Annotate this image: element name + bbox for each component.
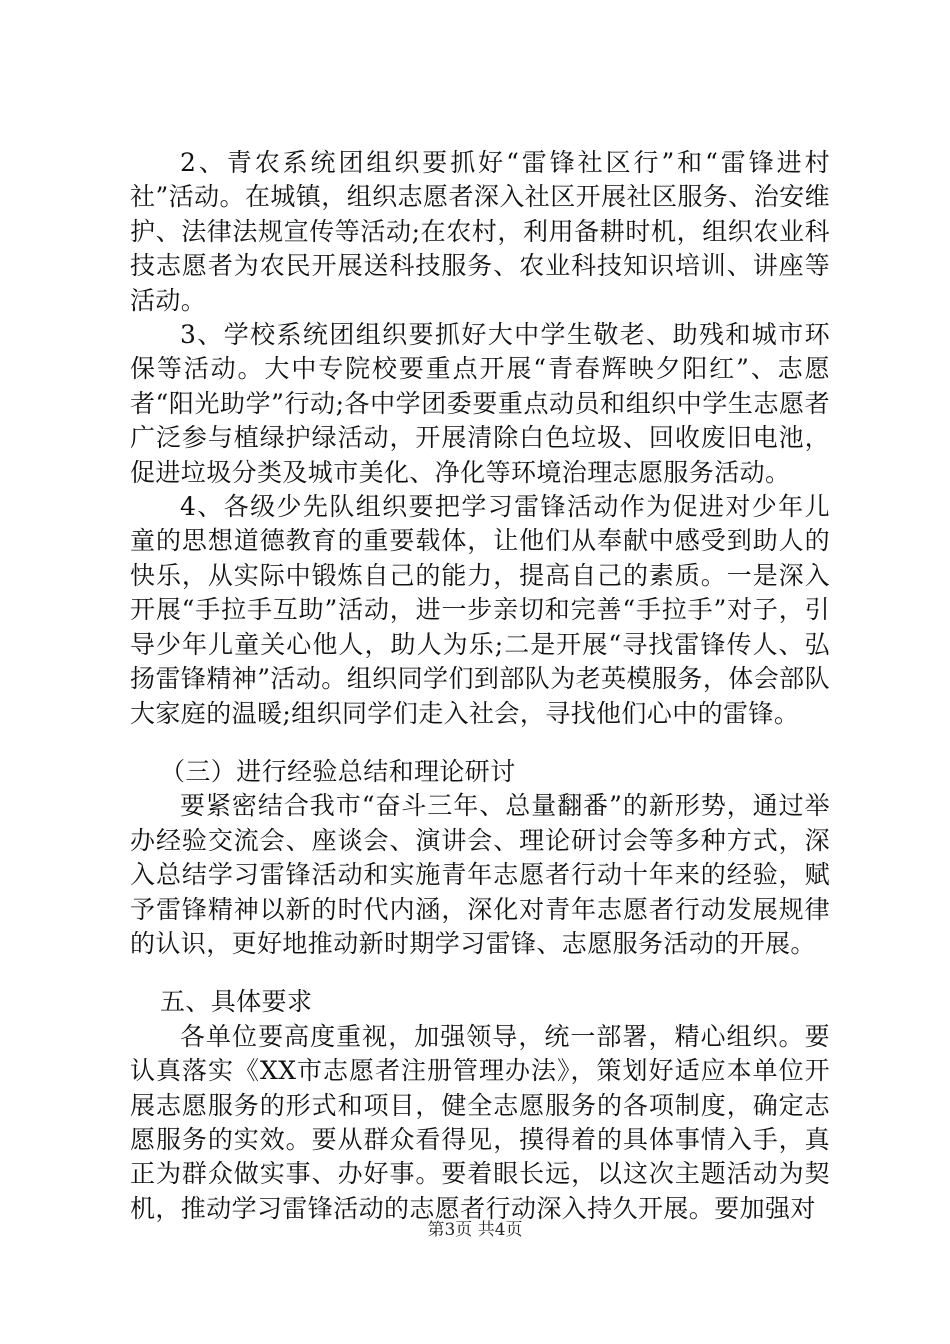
paragraph-item-3: 3、学校系统团组织要抓好大中学生敬老、助残和城市环保等活动。大中专院校要重点开展“青春辉映夕阳红”、志愿者“阳光助学”行动;各中学团委要重点动员和组织中学生志愿者广泛参与植绿护绿活动，开展清除白色垃圾、回收废旧电池，促进垃圾分类及城市美化、净化等环境治理志愿服务活动。 bbox=[130, 320, 830, 487]
section-three-body: 要紧密结合我市“奋斗三年、总量翻番”的新形势，通过举办经验交流会、座谈会、演讲会、理论研讨会等多种方式，深入总结学习雷锋活动和实施青年志愿者行动十年来的经验，赋予雷锋精神以新的时代内涵，深化对青年志愿者行动发展规律的认识，更好地推动新时期学习雷锋、志愿服务活动的开展。 bbox=[130, 791, 830, 958]
paragraph-item-2: 2、青农系统团组织要抓好“雷锋社区行”和“雷锋进村社”活动。在城镇，组织志愿者深入社区开展社区服务、治安维护、法律法规宣传等活动;在农村，利用备耕时机，组织农业科技志愿者为农民开展送科技服务、农业科技知识培训、讲座等活动。 bbox=[130, 148, 830, 315]
document-body bbox=[130, 146, 830, 1226]
paragraph-item-4: 4、各级少先队组织要把学习雷锋活动作为促进对少年儿童的思想道德教育的重要载体，让他们从奉献中感受到助人的快乐，从实际中锻炼自己的能力，提高自己的素质。一是深入开展“手拉手互助”活动，进一步亲切和完善“手拉手”对子，引导少年儿童关心他人，助人为乐;二是开展“寻找雷锋传人、弘扬雷锋精神”活动。组织同学们到部队为老英模服务，体会部队大家庭的温暖;组织同学们走入社会，寻找他们心中的雷锋。 bbox=[130, 492, 830, 728]
section-five-body: 各单位要高度重视，加强领导，统一部署，精心组织。要认真落实《XX市志愿者注册管理办法》，策划好适应本单位开展志愿服务的形式和项目，健全志愿服务的各项制度，确定志愿服务的实效。要从群众看得见，摸得着的具体事情入手，真正为群众做实事、办好事。要着眼长远，以这次主题活动为契机，推动学习雷锋活动的志愿者行动深入持久开展。要加强对 bbox=[130, 1021, 830, 1223]
page-number-footer: 第3页 共4页 bbox=[427, 1220, 523, 1240]
section-heading-three: （三）进行经验总结和理论研讨 bbox=[160, 756, 516, 786]
section-heading-five: 五、具体要求 bbox=[160, 987, 313, 1017]
